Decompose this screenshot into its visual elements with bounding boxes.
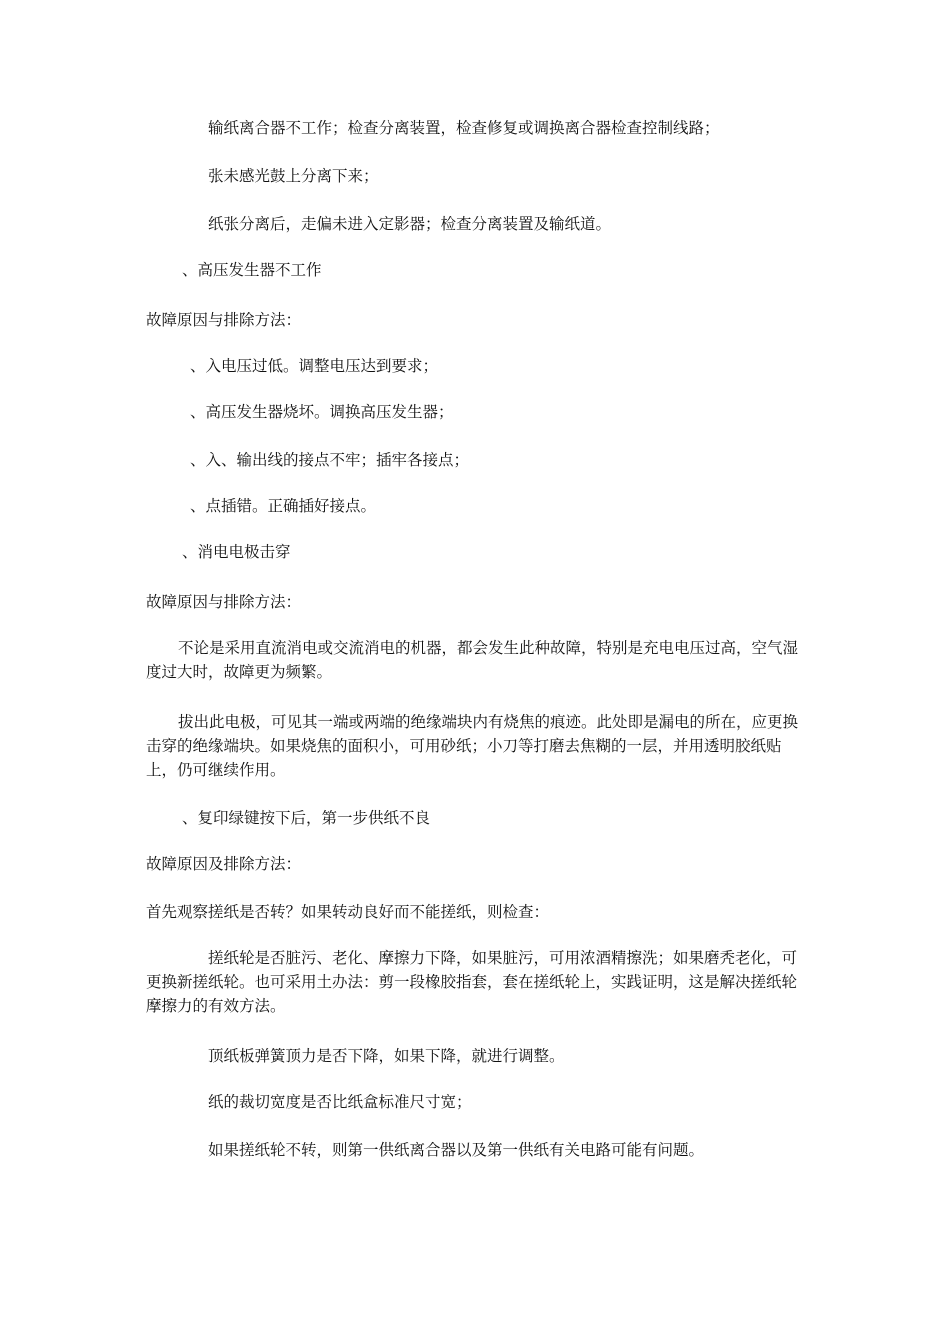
paragraph-feed-3: 顶纸板弹簧顶力是否下降，如果下降，就进行调整。 [208,1047,565,1065]
paragraph-1: 输纸离合器不工作；检查分离装置，检查修复或调换离合器检查控制线路； [208,119,720,137]
paragraph-feed-4: 纸的裁切宽度是否比纸盒标准尺寸宽； [208,1093,472,1111]
list-item-4: 、点插错。正确插好接点。 [190,497,377,515]
paragraph-3: 纸张分离后，走偏未进入定影器；检查分离装置及输纸道。 [208,215,612,233]
paragraph-feed-2: 搓纸轮是否脏污、老化、摩擦力下降，如果脏污，可用浓酒精擦洗；如果磨秃老化，可更换新搓纸轮。也可采用土办法：剪一段橡胶指套，套在搓纸轮上，实践证明，这是解决搓纸轮摩擦力的有效方法。 [146,949,798,1015]
paragraph-cause-label-2: 故障原因与排除方法： [146,593,302,611]
paragraph-feed-1: 首先观察搓纸是否转？如果转动良好而不能搓纸，则检查： [146,903,550,921]
paragraph-electrode-2: 拔出此电极，可见其一端或两端的绝缘端块内有烧焦的痕迹。此处即是漏电的所在，应更换击穿的绝缘端块。如果烧焦的面积小，可用砂纸；小刀等打磨去焦糊的一层，并用透明胶纸贴上，仍可继续作用。 [146,713,799,779]
list-item-1: 、入电压过低。调整电压达到要求； [190,357,439,375]
paragraph-cause-label-3: 故障原因及排除方法： [146,855,302,873]
paragraph-feed-5: 如果搓纸轮不转，则第一供纸离合器以及第一供纸有关电路可能有问题。 [208,1141,705,1159]
section-heading-electrode: 、消电电极击穿 [182,543,291,561]
paragraph-cause-label-1: 故障原因与排除方法： [146,311,302,329]
paragraph-2: 张未感光鼓上分离下来； [208,167,379,185]
section-heading-high-voltage: 、高压发生器不工作 [182,261,322,279]
list-item-2: 、高压发生器烧坏。调换高压发生器； [190,403,454,421]
paragraph-electrode-1: 不论是采用直流消电或交流消电的机器，都会发生此种故障，特别是充电电压过高，空气湿度过大时，故障更为频繁。 [146,639,799,681]
section-heading-feed: 、复印绿键按下后，第一步供纸不良 [182,809,431,827]
list-item-3: 、入、输出线的接点不牢；插牢各接点； [190,451,470,469]
